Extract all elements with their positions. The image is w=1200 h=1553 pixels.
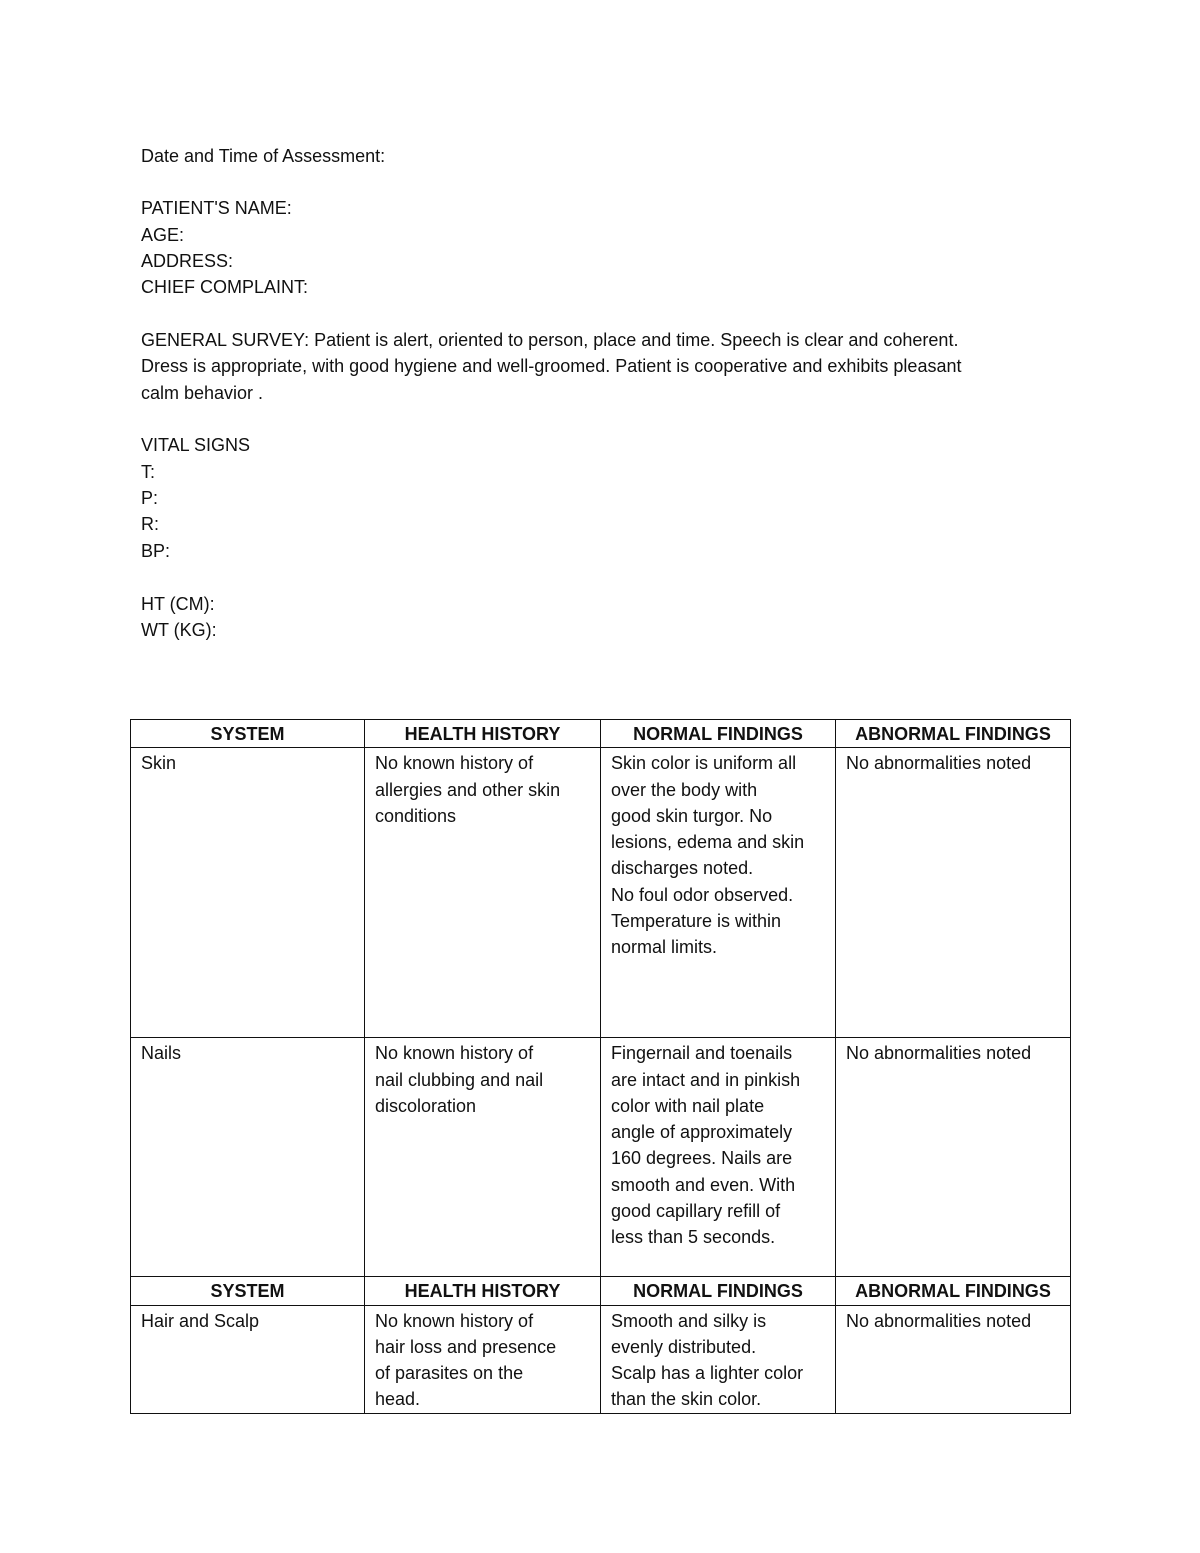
header-health-history: HEALTH HISTORY	[365, 720, 601, 748]
cell-line: good capillary refill of	[611, 1201, 781, 1222]
cell-line: normal limits.	[611, 937, 718, 958]
cell-line: good skin turgor. No	[611, 805, 773, 826]
normal-findings-cell	[601, 748, 836, 1038]
table-header-row	[131, 1277, 1071, 1305]
cell-line: discoloration	[375, 1095, 477, 1116]
cell-line: over the body with	[611, 779, 758, 800]
vital-bp-label: BP:	[141, 541, 171, 561]
cell-line: nail clubbing and nail	[375, 1069, 544, 1090]
vital-temperature-label: T:	[141, 462, 156, 482]
history-cell	[365, 1038, 601, 1277]
header-normal-findings: NORMAL FINDINGS	[601, 1277, 836, 1305]
address-label: ADDRESS:	[141, 251, 234, 271]
cell-line: head.	[375, 1389, 421, 1410]
cell-line: smooth and even. With	[611, 1174, 796, 1195]
header-system: SYSTEM	[131, 720, 365, 748]
abnormal-findings-cell: No abnormalities noted	[836, 1038, 1071, 1277]
cell-line: 160 degrees. Nails are	[611, 1148, 793, 1169]
history-cell	[365, 748, 601, 1038]
normal-findings-cell	[601, 1038, 836, 1277]
vital-respiration-label: R:	[141, 514, 159, 534]
header-abnormal-findings: ABNORMAL FINDINGS	[836, 720, 1071, 748]
cell-line: No known history of	[375, 753, 534, 774]
general-survey-paragraph	[141, 327, 1071, 406]
cell-line: are intact and in pinkish	[611, 1069, 801, 1090]
system-cell: Skin	[131, 748, 365, 1038]
system-cell: Hair and Scalp	[131, 1305, 365, 1413]
normal-findings-cell	[601, 1305, 836, 1413]
cell-line: Skin color is uniform all	[611, 753, 797, 774]
general-survey-line: GENERAL SURVEY: Patient is alert, oriented to person, place and time. Speech is clear and coherent.	[141, 330, 959, 350]
general-survey-line: Dress is appropriate, with good hygiene and well-groomed. Patient is cooperative and exhibits pleasant	[141, 356, 962, 377]
cell-line: conditions	[375, 805, 457, 826]
cell-line: color with nail plate	[611, 1095, 765, 1116]
header-health-history: HEALTH HISTORY	[365, 1277, 601, 1305]
cell-line: No known history of	[375, 1043, 534, 1064]
cell-line: Temperature is within	[611, 911, 782, 932]
vital-pulse-label: P:	[141, 488, 159, 508]
height-label: HT (CM):	[141, 594, 215, 614]
chief-complaint-label: CHIEF COMPLAINT:	[141, 277, 309, 297]
cell-line: Fingernail and toenails	[611, 1043, 793, 1064]
abnormal-findings-cell: No abnormalities noted	[836, 1305, 1071, 1413]
cell-line: less than 5 seconds.	[611, 1227, 776, 1248]
cell-line: angle of approximately	[611, 1122, 793, 1143]
assessment-table	[130, 719, 1071, 1414]
cell-line: Smooth and silky is	[611, 1310, 767, 1331]
header-normal-findings: NORMAL FINDINGS	[601, 720, 836, 748]
abnormal-findings-cell: No abnormalities noted	[836, 748, 1071, 1038]
cell-line: No known history of	[375, 1310, 534, 1331]
cell-line: Scalp has a lighter color	[611, 1363, 804, 1384]
table-row	[131, 1038, 1071, 1277]
weight-label: WT (KG):	[141, 620, 217, 640]
history-cell	[365, 1305, 601, 1413]
table-header-row	[131, 720, 1071, 748]
age-label: AGE:	[141, 225, 185, 245]
patient-name-label: PATIENT'S NAME:	[141, 198, 292, 218]
system-cell: Nails	[131, 1038, 365, 1277]
vital-signs-title: VITAL SIGNS	[141, 435, 251, 455]
cell-line: evenly distributed.	[611, 1336, 757, 1357]
table-row	[131, 748, 1071, 1038]
cell-line: No foul odor observed.	[611, 884, 794, 905]
cell-line: discharges noted.	[611, 858, 754, 879]
date-time-label: Date and Time of Assessment:	[141, 146, 386, 166]
cell-line: than the skin color.	[611, 1389, 762, 1410]
cell-line: of parasites on the	[375, 1363, 524, 1384]
cell-line: hair loss and presence	[375, 1336, 557, 1357]
cell-line: lesions, edema and skin	[611, 832, 805, 853]
header-system: SYSTEM	[131, 1277, 365, 1305]
cell-line: allergies and other skin	[375, 779, 561, 800]
header-abnormal-findings: ABNORMAL FINDINGS	[836, 1277, 1071, 1305]
general-survey-line: calm behavior .	[141, 382, 264, 403]
table-row	[131, 1305, 1071, 1413]
